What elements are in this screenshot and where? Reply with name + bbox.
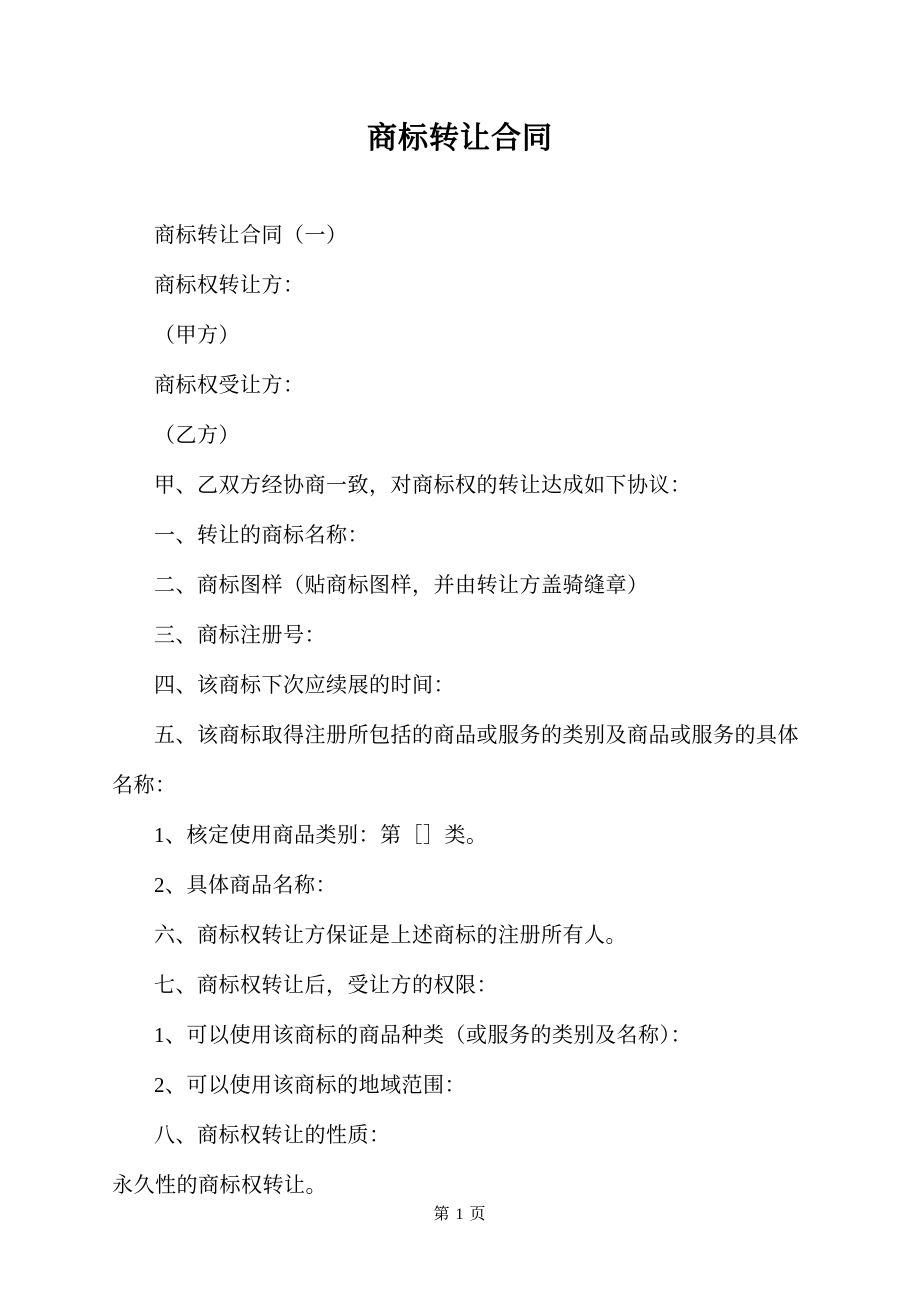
paragraph: 商标转让合同（一） [154, 223, 348, 247]
paragraph: 七、商标权转让后，受让方的权限： [154, 973, 498, 997]
document-body [0, 118, 920, 1210]
paragraph: 永久性的商标权转让。 [112, 1173, 327, 1197]
paragraph: （乙方） [154, 423, 240, 447]
paragraph: 商标权转让方： [154, 273, 305, 297]
paragraph: 1、核定使用商品类别：第［］类。 [154, 823, 488, 847]
paragraph: 二、商标图样（贴商标图样，并由转让方盖骑缝章） [154, 573, 649, 597]
paragraph: （甲方） [154, 323, 240, 347]
paragraph: 四、该商标下次应续展的时间： [154, 673, 455, 697]
paragraph: 八、商标权转让的性质： [154, 1123, 391, 1147]
paragraph: 甲、乙双方经协商一致，对商标权的转让达成如下协议： [154, 473, 692, 497]
paragraph: 2、可以使用该商标的地域范围： [154, 1073, 466, 1097]
footer-suffix: 页 [469, 1206, 487, 1223]
footer-prefix: 第 [433, 1206, 451, 1223]
paragraph: 三、商标注册号： [154, 623, 326, 647]
paragraph: 1、可以使用该商标的商品种类（或服务的类别及名称）： [154, 1023, 692, 1047]
paragraph-list [112, 210, 808, 1210]
page-footer [0, 1201, 920, 1224]
paragraph: 2、具体商品名称： [154, 873, 337, 897]
paragraph: 商标权受让方： [154, 373, 305, 397]
footer-page-number: 1 [455, 1206, 465, 1223]
paragraph: 六、商标权转让方保证是上述商标的注册所有人。 [154, 923, 627, 947]
paragraph: 五、该商标取得注册所包括的商品或服务的类别及商品或服务的具体名称： [112, 723, 799, 797]
paragraph: 一、转让的商标名称： [154, 523, 369, 547]
page-title: 商标转让合同 [367, 122, 553, 155]
